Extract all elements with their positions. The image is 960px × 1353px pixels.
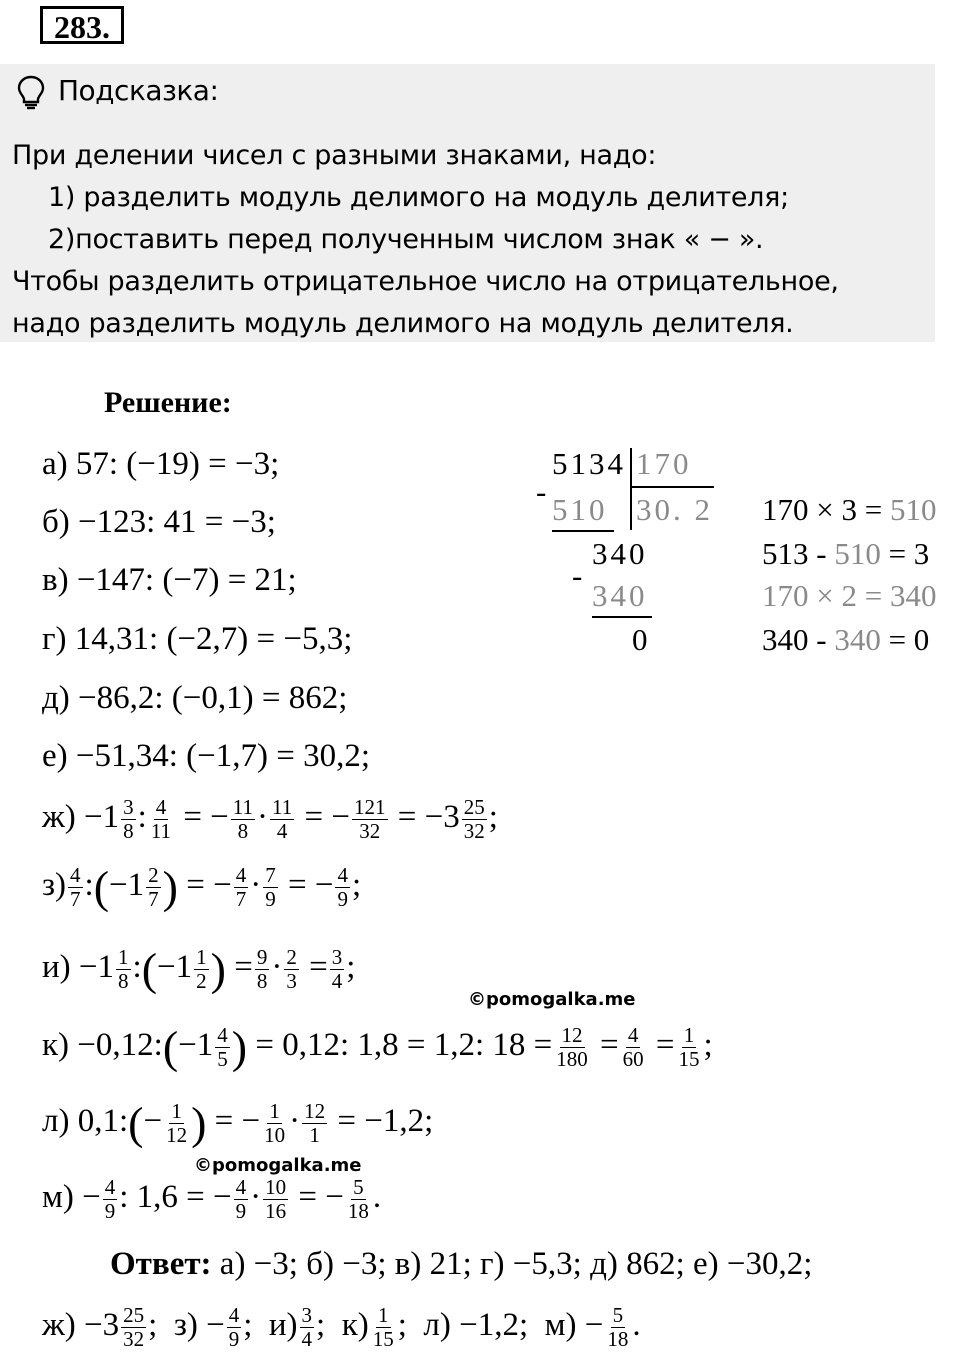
fraction: $\frac{4}{9}$ xyxy=(337,863,348,911)
fraction: $\frac{12}{180}$ xyxy=(556,1023,588,1071)
solution-title: Решение: xyxy=(104,386,232,419)
solution-line-m: м) − $\frac{4}{9}$ : 1,6 = − $\frac{4}{9}$ · $\frac{10}{16}$ = − $\frac{5}{18}$ . xyxy=(42,1175,382,1223)
division-vertical-line xyxy=(630,448,632,530)
solution-line-g: г) 14,31: (−2,7) = −5,3; xyxy=(42,621,353,657)
solution-line-l: л) 0,1:(− $\frac{1}{12}$ ) = − $\frac{1}{10}$ · $\frac{12}{1}$ = −1,2; xyxy=(42,1097,434,1149)
fraction: $\frac{12}{1}$ xyxy=(304,1099,326,1147)
hint-line: 1) разделить модуль делимого на модуль делителя; xyxy=(48,182,789,213)
watermark: ©pomogalka.me xyxy=(468,989,636,1010)
division-divisor: 170 xyxy=(636,446,692,481)
division-subtrahend: 510 xyxy=(552,492,608,527)
solution-line-z: з) $\frac{4}{7}$ :(−1 $\frac{2}{7}$ ) = − $\frac{4}{7}$ · $\frac{7}{9}$ = − $\frac{4}{9}$ ; xyxy=(42,861,362,913)
fraction: $\frac{3}{4}$ xyxy=(331,945,343,993)
fraction: $\frac{10}{16}$ xyxy=(265,1175,287,1223)
solution-line-e: е) −51,34: (−1,7) = 30,2; xyxy=(42,738,371,774)
minus-sign: - xyxy=(572,558,586,593)
minus-sign: - xyxy=(536,474,550,509)
solution-line-d: д) −86,2: (−0,1) = 862; xyxy=(42,680,348,716)
fraction: $\frac{4}{9}$ xyxy=(104,1175,116,1223)
solution-line-a: а) 57: (−19) = −3; xyxy=(42,446,280,482)
task-number: 283. xyxy=(40,6,124,44)
hint-title: Подсказка: xyxy=(58,74,219,107)
fraction: $\frac{4}{7}$ xyxy=(235,863,247,911)
fraction: $\frac{5}{18}$ xyxy=(347,1175,369,1223)
check-line: 513 - 510 = 3 xyxy=(762,536,930,571)
division-line xyxy=(592,616,652,618)
fraction: $\frac{1}{8}$ xyxy=(118,945,129,993)
solution-line-b: б) −123: 41 = −3; xyxy=(42,504,276,540)
fraction: $\frac{1}{12}$ xyxy=(166,1099,188,1147)
fraction: $\frac{1}{10}$ xyxy=(264,1099,286,1147)
hint-line: надо разделить модуль делимого на модуль делителя. xyxy=(12,308,794,339)
fraction: $\frac{4}{7}$ xyxy=(70,863,81,911)
solution-line-v: в) −147: (−7) = 21; xyxy=(42,562,297,598)
fraction: $\frac{4}{11}$ xyxy=(150,795,172,843)
fraction: $\frac{1}{15}$ xyxy=(678,1023,700,1071)
fraction: $\frac{2}{3}$ xyxy=(286,945,297,993)
solution-line-i: и) −1 $\frac{1}{8}$ :(−1 $\frac{1}{2}$ ) = $\frac{9}{8}$ · $\frac{2}{3}$ = $\frac{3}{4}$ ; xyxy=(42,943,356,995)
fraction: $\frac{4}{9}$ xyxy=(228,1303,240,1351)
answer-line-2: ж) −3 $\frac{25}{32}$ ; з) − $\frac{4}{9}$ ; и) $\frac{3}{4}$ ; к) $\frac{1}{15}$ ; л) −1,2; м) − $\frac{5}{18}$ . xyxy=(42,1303,641,1351)
answer-label: Ответ: xyxy=(110,1246,212,1282)
fraction: $\frac{5}{18}$ xyxy=(607,1303,629,1351)
division-remainder: 0 xyxy=(632,622,651,657)
fraction: $\frac{25}{32}$ xyxy=(463,795,485,843)
check-line: 170 × 2 = 340 xyxy=(762,578,937,613)
fraction: $\frac{7}{9}$ xyxy=(265,863,276,911)
fraction: $\frac{11}{4}$ xyxy=(272,795,293,843)
fraction: $\frac{4}{5}$ xyxy=(217,1023,228,1071)
fraction: $\frac{25}{32}$ xyxy=(123,1303,145,1351)
watermark: ©pomogalka.me xyxy=(194,1155,362,1176)
hint-line: 2)поставить перед полученным числом знак « − ». xyxy=(48,224,764,255)
check-line: 340 - 340 = 0 xyxy=(762,622,930,657)
fraction: $\frac{3}{4}$ xyxy=(301,1303,313,1351)
lightbulb-icon xyxy=(14,74,48,110)
fraction: $\frac{3}{8}$ xyxy=(123,795,134,843)
fraction: $\frac{2}{7}$ xyxy=(148,863,159,911)
division-line xyxy=(552,530,614,532)
fraction: $\frac{4}{9}$ xyxy=(235,1175,247,1223)
division-quotient-line xyxy=(630,486,714,488)
solution-line-zh: ж) −1 $\frac{3}{8}$ : $\frac{4}{11}$ = − $\frac{11}{8}$ · $\frac{11}{4}$ = − $\frac{121}{32}$ = −3 $\frac{25}{32}$ ; xyxy=(42,795,498,843)
fraction: $\frac{4}{60}$ xyxy=(622,1023,644,1071)
division-dividend: 5134 xyxy=(552,446,626,481)
hint-line: Чтобы разделить отрицательное число на отрицательное, xyxy=(12,266,839,297)
answer-line-1: Ответ: а) −3; б) −3; в) 21; г) −5,3; д) 862; е) −30,2; xyxy=(110,1246,813,1282)
fraction: $\frac{1}{15}$ xyxy=(372,1303,394,1351)
fraction: $\frac{121}{32}$ xyxy=(354,795,386,843)
solution-line-k: к) −0,12:(−1 $\frac{4}{5}$ ) = 0,12: 1,8 = 1,2: 18 = $\frac{12}{180}$ = $\frac{4}{60}$ = $\frac{1}{15}$ ; xyxy=(42,1021,713,1073)
fraction: $\frac{11}{8}$ xyxy=(232,795,254,843)
division-subtrahend: 340 xyxy=(592,578,648,613)
hint-line: При делении чисел с разными знаками, надо: xyxy=(12,140,657,171)
fraction: $\frac{1}{2}$ xyxy=(196,945,207,993)
fraction: $\frac{9}{8}$ xyxy=(256,945,268,993)
division-remainder: 340 xyxy=(592,536,648,571)
division-quotient: 30. 2 xyxy=(636,492,713,527)
check-line: 170 × 3 = 510 xyxy=(762,492,937,527)
